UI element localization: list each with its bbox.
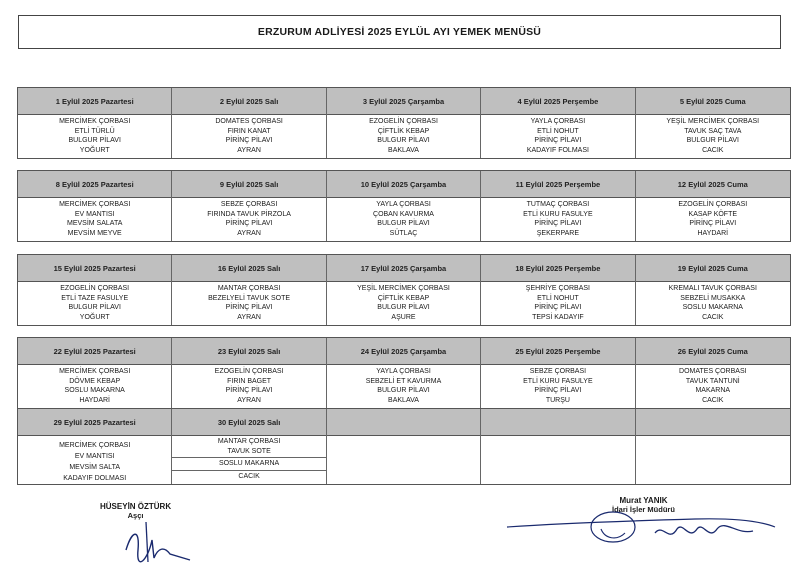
- signer-role: Aşçı: [127, 511, 144, 520]
- day-cell: [327, 255, 481, 325]
- handwritten-signature-manager: [505, 505, 785, 555]
- day-date: 11 Eylül 2025 Perşembe: [481, 171, 634, 198]
- day-date: 15 Eylül 2025 Pazartesi: [18, 255, 171, 282]
- day-cell: [172, 88, 326, 158]
- day-date: 25 Eylül 2025 Perşembe: [481, 338, 634, 365]
- menu-item: YOĞURT: [79, 313, 110, 321]
- day-date: 9 Eylül 2025 Salı: [172, 171, 325, 198]
- day-date: 2 Eylül 2025 Salı: [172, 88, 325, 115]
- menu-item: MERCİMEK ÇORBASI: [59, 201, 131, 208]
- menu-item: ETLİ TAZE FASULYE: [61, 294, 129, 302]
- handwritten-signature-cook: [118, 520, 198, 564]
- week-row: [17, 337, 791, 409]
- day-cell: [327, 88, 481, 158]
- menu-item: ŞEHRİYE ÇORBASI: [525, 285, 590, 292]
- day-cell: [18, 255, 172, 325]
- empty-day-header: [481, 409, 634, 436]
- menu-item: BULGUR PİLAVI: [377, 387, 430, 395]
- day-date: 12 Eylül 2025 Cuma: [636, 171, 790, 198]
- empty-day-header: [636, 409, 790, 436]
- menu-item: PİRİNÇ PİLAVI: [225, 220, 273, 228]
- menu-item: KADAYIF DOLMASI: [63, 475, 127, 482]
- signature-block-cook: [100, 502, 171, 520]
- menu-item: TAVUK SOTE: [227, 447, 271, 455]
- menu-item: KREMALI TAVUK ÇORBASI: [668, 285, 757, 292]
- week-row: [17, 87, 791, 159]
- day-date: 22 Eylül 2025 Pazartesi: [18, 338, 171, 365]
- day-date: 29 Eylül 2025 Pazartesi: [18, 409, 171, 436]
- menu-item: EV MANTISI: [74, 453, 115, 460]
- empty-day-cell: [481, 409, 635, 484]
- menu-item: AYRAN: [237, 146, 261, 154]
- menu-item: MAKARNA: [695, 387, 731, 395]
- week-row: [17, 170, 791, 242]
- menu-item: PİRİNÇ PİLAVI: [225, 304, 273, 312]
- menu-item: MEVSİM MEYVE: [67, 229, 122, 237]
- day-date: 4 Eylül 2025 Perşembe: [481, 88, 634, 115]
- menu-item: EZOGELİN ÇORBASI: [678, 201, 748, 208]
- menu-item: FIRINDA TAVUK PİRZOLA: [207, 210, 291, 218]
- menu-item: SEBZE ÇORBASI: [220, 201, 278, 208]
- menu-item: FIRIN BAGET: [227, 377, 272, 385]
- menu-item: HAYDARİ: [697, 229, 729, 237]
- day-cell: [327, 171, 481, 241]
- menu-item: ÇİFTLİK KEBAP: [377, 127, 430, 135]
- day-cell: [18, 171, 172, 241]
- menu-item: EZOGELİN ÇORBASI: [369, 118, 438, 125]
- day-date: 23 Eylül 2025 Salı: [172, 338, 325, 365]
- menu-item: DOMATES ÇORBASI: [215, 118, 283, 125]
- day-date: 30 Eylül 2025 Salı: [172, 409, 325, 436]
- menu-item: YEŞİL MERCİMEK ÇORBASI: [666, 118, 760, 125]
- day-date: 18 Eylül 2025 Perşembe: [481, 255, 634, 282]
- day-cell: [481, 88, 635, 158]
- day-cell: [481, 338, 635, 408]
- menu-item: EZOGELİN ÇORBASI: [214, 368, 284, 375]
- menu-item: ETLİ TÜRLÜ: [74, 127, 115, 135]
- day-date: 19 Eylül 2025 Cuma: [636, 255, 790, 282]
- day-cell: [327, 338, 481, 408]
- menu-item: SEBZELİ ET KAVURMA: [365, 377, 442, 385]
- menu-item: PİRİNÇ PİLAVI: [225, 387, 273, 395]
- day-cell: [18, 338, 172, 408]
- menu-item: BULGUR PİLAVI: [377, 304, 430, 312]
- menu-item: PİRİNÇ PİLAVI: [534, 387, 582, 395]
- menu-item: CACIK: [238, 472, 260, 480]
- menu-item: PİRİNÇ PİLAVI: [534, 304, 582, 312]
- document-title-box: [18, 15, 781, 49]
- document-title: ERZURUM ADLİYESİ 2025 EYLÜL AYI YEMEK MENÜSÜ: [257, 26, 542, 38]
- menu-item: YAYLA ÇORBASI: [376, 201, 431, 208]
- menu-item: BULGUR PİLAVI: [68, 304, 121, 312]
- menu-item: SOSLU MAKARNA: [682, 304, 743, 312]
- day-cell: [172, 255, 326, 325]
- menu-item: BEZELYELİ TAVUK SOTE: [208, 294, 291, 302]
- menu-item: BAKLAVA: [388, 146, 419, 154]
- day-cell: [636, 171, 790, 241]
- menu-item: YEŞİL MERCİMEK ÇORBASI: [357, 285, 450, 292]
- menu-item: AYRAN: [237, 229, 261, 237]
- day-cell: [172, 409, 326, 484]
- menu-item: ETLİ KURU FASULYE: [523, 377, 593, 385]
- menu-item: YAYLA ÇORBASI: [376, 368, 431, 375]
- menu-item: SÜTLAÇ: [389, 229, 418, 237]
- menu-item: KASAP KÖFTE: [688, 210, 738, 218]
- menu-item: AYRAN: [237, 396, 261, 404]
- menu-item: ŞEKERPARE: [536, 229, 580, 237]
- menu-item: TEPSİ KADAYIF: [532, 313, 584, 321]
- menu-item: EV MANTISI: [74, 210, 115, 218]
- menu-item: PİRİNÇ PİLAVI: [534, 137, 582, 145]
- empty-day-cell: [327, 409, 481, 484]
- menu-item: SOSLU MAKARNA: [64, 387, 125, 395]
- signer-name: HÜSEYİN ÖZTÜRK: [100, 502, 172, 511]
- day-cell: [636, 338, 790, 408]
- menu-item: MERCİMEK ÇORBASI: [59, 368, 131, 375]
- menu-item: YOĞURT: [79, 146, 110, 154]
- signer-name: Murat YANIK: [619, 496, 668, 505]
- menu-item: SEBZE ÇORBASI: [529, 368, 587, 375]
- signer-role: İdari İşler Müdürü: [612, 505, 675, 514]
- empty-day-header: [327, 409, 480, 436]
- menu-item: KADAYIF FOLMASI: [526, 146, 589, 154]
- menu-item: PİRİNÇ PİLAVI: [534, 220, 582, 228]
- day-cell: [172, 171, 326, 241]
- menu-item: MANTAR ÇORBASI: [217, 285, 281, 292]
- day-date: 8 Eylül 2025 Pazartesi: [18, 171, 171, 198]
- menu-item: CACIK: [702, 396, 724, 404]
- menu-item: BULGUR PİLAVI: [68, 137, 121, 145]
- menu-item: CACIK: [702, 313, 724, 321]
- menu-item: MEVSİM SALTA: [69, 464, 121, 471]
- menu-item: TUTMAÇ ÇORBASI: [526, 201, 590, 208]
- menu-item: FIRIN KANAT: [227, 127, 271, 135]
- menu-item: DOMATES ÇORBASI: [679, 368, 747, 375]
- menu-item: MANTAR ÇORBASI: [217, 438, 281, 445]
- menu-item: TURŞU: [545, 396, 570, 404]
- cell-divider: [172, 470, 325, 471]
- day-cell: [636, 255, 790, 325]
- menu-item: DÖVME KEBAP: [69, 377, 121, 385]
- menu-item: MEVSİM SALATA: [67, 220, 123, 228]
- day-date: 10 Eylül 2025 Çarşamba: [327, 171, 480, 198]
- menu-item: CACIK: [702, 146, 724, 154]
- week-row: [17, 409, 791, 485]
- menu-item: BULGUR PİLAVI: [377, 220, 430, 228]
- day-date: 26 Eylül 2025 Cuma: [636, 338, 790, 365]
- menu-item: BULGUR PİLAVI: [686, 137, 739, 145]
- menu-item: BULGUR PİLAVI: [377, 137, 430, 145]
- day-cell: [636, 88, 790, 158]
- day-cell: [481, 255, 635, 325]
- week-row: [17, 254, 791, 326]
- menu-item: MERCİMEK ÇORBASI: [59, 442, 131, 449]
- menu-item: ÇİFTLİK KEBAP: [377, 294, 430, 302]
- day-date: 16 Eylül 2025 Salı: [172, 255, 325, 282]
- day-date: 5 Eylül 2025 Cuma: [636, 88, 790, 115]
- menu-item: SOSLU MAKARNA: [218, 460, 280, 468]
- menu-item: PİRİNÇ PİLAVI: [225, 137, 273, 145]
- menu-item: TAVUK SAÇ TAVA: [684, 127, 742, 135]
- menu-item: PİRİNÇ PİLAVI: [689, 220, 737, 228]
- day-date: 1 Eylül 2025 Pazartesi: [18, 88, 171, 115]
- cell-divider: [172, 457, 325, 458]
- day-date: 24 Eylül 2025 Çarşamba: [327, 338, 480, 365]
- menu-item: ETLİ NOHUT: [537, 127, 579, 135]
- day-cell: [172, 338, 326, 408]
- menu-item: HAYDARİ: [79, 396, 110, 404]
- menu-item: EZOGELİN ÇORBASI: [60, 285, 130, 292]
- menu-item: ÇOBAN KAVURMA: [373, 210, 434, 218]
- menu-item: TAVUK TANTUNİ: [685, 377, 740, 385]
- menu-item: AŞURE: [391, 313, 416, 321]
- menu-item: YAYLA ÇORBASI: [530, 118, 586, 125]
- day-cell: [18, 88, 172, 158]
- menu-item: ETLİ NOHUT: [537, 294, 579, 302]
- day-date: 17 Eylül 2025 Çarşamba: [327, 255, 480, 282]
- day-date: 3 Eylül 2025 Çarşamba: [327, 88, 480, 115]
- menu-item: AYRAN: [237, 313, 261, 321]
- day-cell: [18, 409, 172, 484]
- menu-item: ETLİ KURU FASULYE: [523, 210, 593, 218]
- empty-day-cell: [636, 409, 790, 484]
- menu-item: SEBZELİ MUSAKKA: [680, 294, 746, 302]
- menu-item: BAKLAVA: [388, 396, 419, 404]
- day-cell: [481, 171, 635, 241]
- menu-item: MERCİMEK ÇORBASI: [59, 118, 131, 125]
